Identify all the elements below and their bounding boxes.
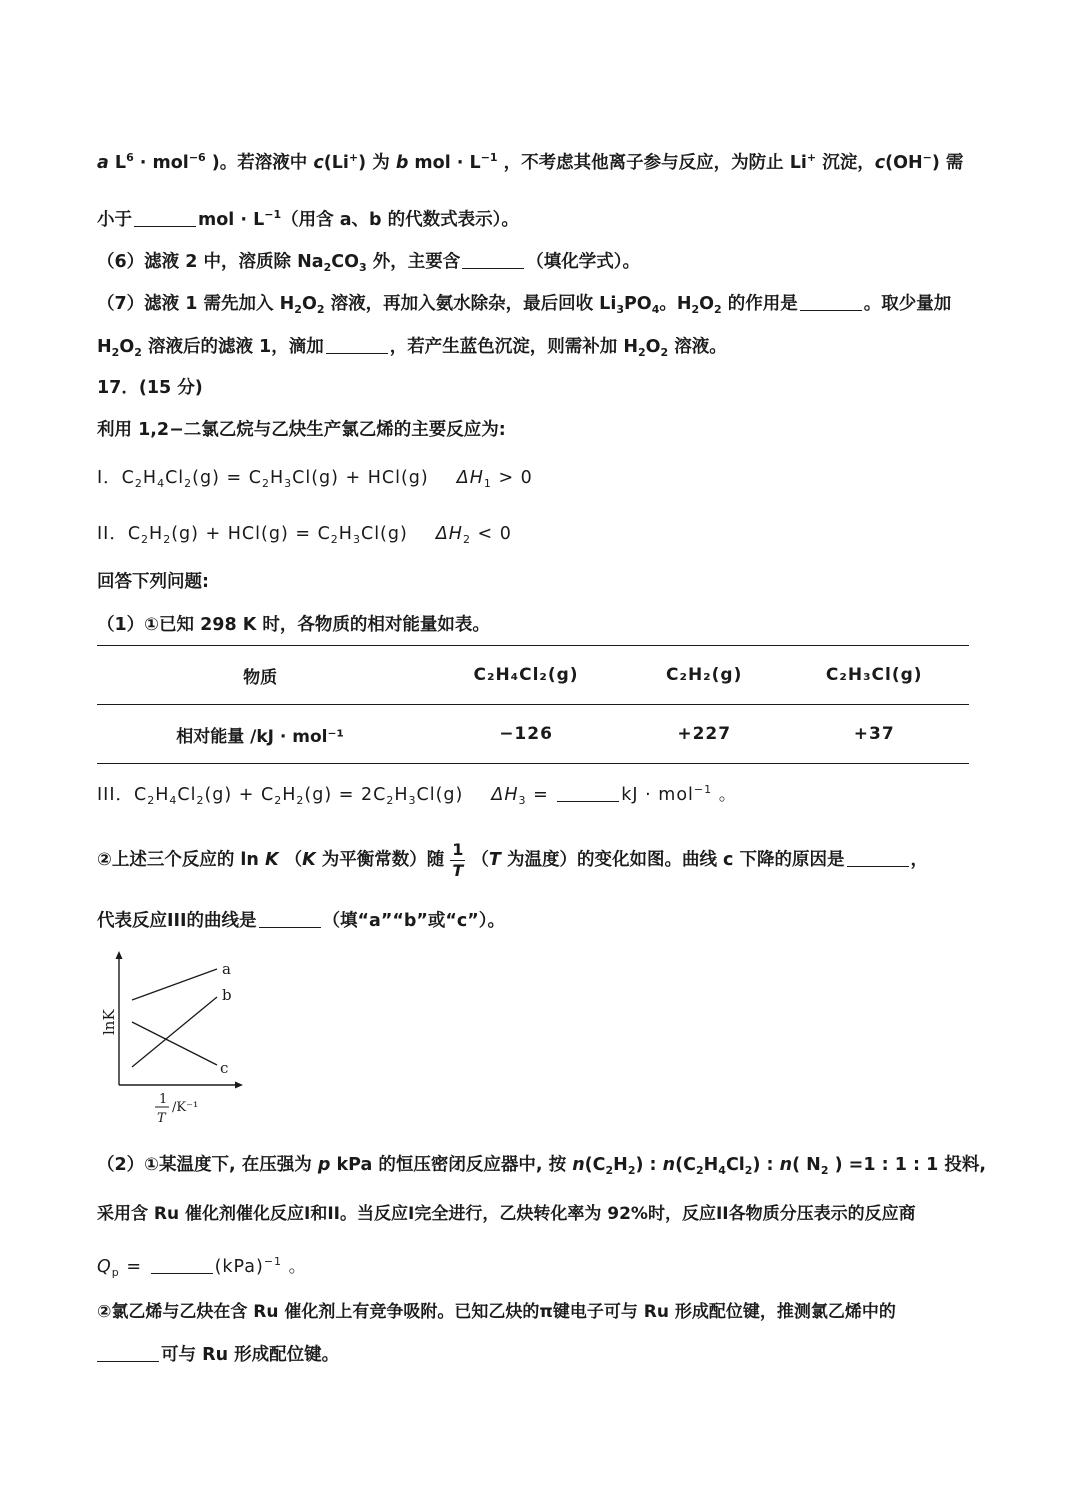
table-header-cell: 物质 bbox=[97, 646, 423, 705]
question-2-2-line-1: ②氯乙烯与乙炔在含 Ru 催化剂上有竞争吸附。已知乙炔的π键电子可与 Ru 形成配位键，推测氯乙烯中的 bbox=[97, 1302, 896, 1322]
table-header-row bbox=[97, 646, 969, 705]
question-6: （6）滤液 2 中，溶质除 $Na_2CO_3$ 外，主要含 （填化学式）。 bbox=[97, 252, 640, 274]
curve-b bbox=[132, 997, 217, 1067]
table-cell: −126 bbox=[423, 705, 629, 764]
y-axis-arrow-icon bbox=[116, 951, 123, 959]
answer-blank[interactable] bbox=[557, 783, 619, 802]
question-1-1: （1）①已知 298 K 时，各物质的相对能量如表。 bbox=[97, 615, 490, 635]
table-row bbox=[97, 705, 969, 764]
y-axis-label: lnK bbox=[100, 1009, 118, 1035]
question-1-2-line-1: ②上述三个反应的 ln K （K 为平衡常数）随 $\frac{1}{T}$ （T 为温度）的变化如图。曲线 c 下降的原因是 ， bbox=[97, 839, 929, 880]
curve-a bbox=[132, 969, 217, 1000]
question-2-1-line-2: 采用含 Ru 催化剂催化反应I和II。当反应I完全进行，乙炔转化率为 92%时，反应II各物质分压表示的反应商 bbox=[97, 1204, 916, 1224]
table-header-cell: C₂H₄Cl₂(g) bbox=[423, 646, 629, 705]
table-row-label: 相对能量 /kJ · mol⁻¹ bbox=[97, 705, 423, 764]
reaction-3: III．$C_2H_4Cl_2(g) + C_2H_2(g) = 2C_2H_3Cl(g) \Delta H_3$ = kJ · mol$^{-1}$ 。 bbox=[97, 783, 738, 807]
answer-blank[interactable] bbox=[847, 848, 909, 867]
curve-a-label: a bbox=[222, 960, 231, 978]
fraction-1-over-t: $\frac{1}{T}$ bbox=[452, 839, 464, 880]
text-line-1: a $L^6 \cdot mol^{-6}$ )。若溶液中 c(Li+) 为 b mol · $L^{-1}$ ，不考虑其他离子参与反应，为防止 Li+ 沉淀，c(OH−) 需 bbox=[97, 151, 964, 173]
x-axis-label-denominator: T bbox=[157, 1111, 166, 1126]
question-2-1-line-1: （2）①某温度下, 在压强为 p kPa 的恒压密闭反应器中, 按 $n(C_2H_2)$ : $n(C_2H_4Cl_2)$ : n( $N_2$ ) =1 : 1 : 1 投料, bbox=[97, 1155, 986, 1177]
question-2-2-line-2: 可与 Ru 形成配位键。 bbox=[97, 1343, 977, 1367]
table-header-cell: C₂H₂(g) bbox=[629, 646, 780, 705]
answer-prompt: 回答下列问题: bbox=[97, 572, 209, 592]
reaction-2: II．$C_2H_2(g) + HCl(g) = C_2H_3Cl(g) \Delta H_2 < 0$ bbox=[97, 524, 512, 546]
table-cell: +227 bbox=[629, 705, 780, 764]
x-axis-label-numerator: 1 bbox=[159, 1092, 168, 1107]
answer-blank[interactable] bbox=[462, 250, 524, 269]
curve-c-label: c bbox=[220, 1059, 229, 1077]
table-header-cell: C₂H₃Cl(g) bbox=[779, 646, 969, 705]
text-line-2: 小于 mol · $L^{-1}$（用含 a、b 的代数式表示）。 bbox=[97, 208, 519, 230]
question-7-line-1: （7）滤液 1 需先加入 $H_2O_2$ 溶液，再加入氨水除杂，最后回收 $Li_3PO_4$。$H_2O_2$ 的作用是 。取少量加 bbox=[97, 294, 952, 316]
answer-blank[interactable] bbox=[151, 1255, 213, 1274]
answer-blank[interactable] bbox=[259, 909, 321, 928]
energy-table bbox=[97, 645, 969, 764]
question-7-line-2: $H_2O_2$ 溶液后的滤液 1，滴加 ，若产生蓝色沉淀，则需补加 $H_2O_2$ 溶液。 bbox=[97, 337, 727, 359]
question-2-1-line-3: $Q_p = (kPa)^{-1}$ 。 bbox=[97, 1255, 308, 1279]
curve-b-label: b bbox=[222, 986, 232, 1004]
lnk-vs-inverse-t-graph bbox=[95, 945, 255, 1130]
answer-blank[interactable] bbox=[134, 208, 196, 227]
answer-blank[interactable] bbox=[97, 1343, 159, 1362]
question-1-2-line-2: 代表反应III的曲线是 （填“a”“b”或“c”）。 bbox=[97, 911, 506, 931]
curve-c bbox=[132, 1022, 217, 1065]
answer-blank[interactable] bbox=[800, 292, 862, 311]
x-axis-label-unit: /K⁻¹ bbox=[172, 1100, 199, 1115]
table-cell: +37 bbox=[779, 705, 969, 764]
intro-text: 利用 1,2−二氯乙烷与乙炔生产氯乙烯的主要反应为: bbox=[97, 420, 506, 440]
x-axis-arrow-icon bbox=[235, 1082, 243, 1089]
answer-blank[interactable] bbox=[326, 335, 388, 354]
question-17-heading: 17．(15 分) bbox=[97, 378, 203, 398]
reaction-1: I．$C_2H_4Cl_2(g) = C_2H_3Cl(g) + HCl(g) \Delta H_1 > 0$ bbox=[97, 468, 533, 490]
